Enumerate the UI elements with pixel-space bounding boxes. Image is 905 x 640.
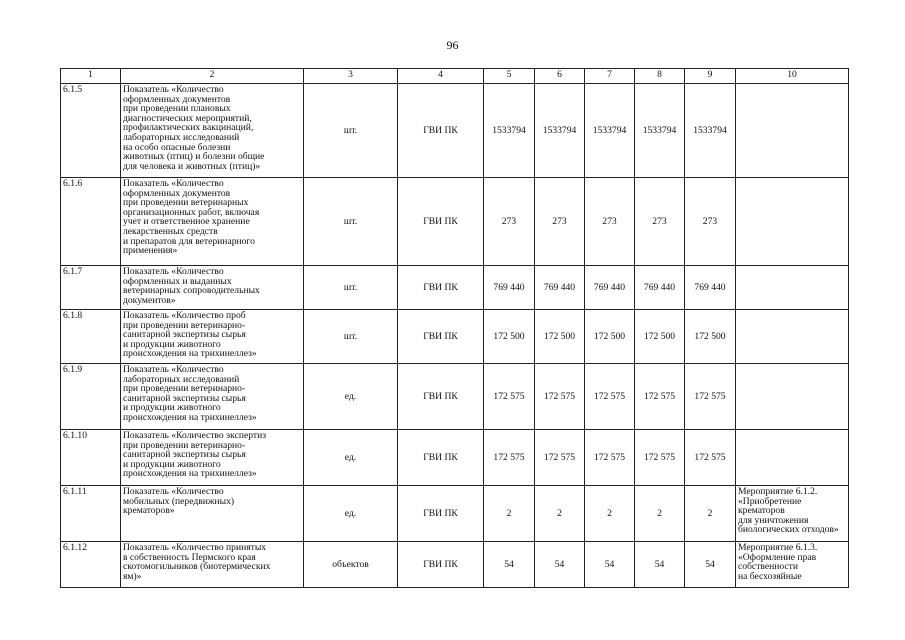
row-index: 6.1.11 (61, 486, 121, 542)
value-cell: 172 575 (535, 364, 585, 430)
value-cell: 1533794 (635, 84, 685, 178)
row-index: 6.1.12 (61, 542, 121, 588)
indicator-text: Показатель «Количество проб при проведении ветеринарно- санитарной экспертизы сырья и продукции животного происхождения на трихинеллез» (121, 310, 304, 364)
responsible-cell: ГВИ ПК (398, 486, 484, 542)
table-row (61, 266, 849, 310)
table-row (61, 178, 849, 266)
responsible-cell: ГВИ ПК (398, 364, 484, 430)
value-cell: 172 575 (535, 430, 585, 486)
note-cell (736, 84, 849, 178)
value-cell: 172 500 (635, 310, 685, 364)
value-cell: 1533794 (484, 84, 535, 178)
header-cell: 3 (304, 69, 398, 84)
row-index: 6.1.9 (61, 364, 121, 430)
value-cell: 273 (685, 178, 736, 266)
value-cell: 2 (635, 486, 685, 542)
value-cell: 172 575 (635, 430, 685, 486)
header-cell: 5 (484, 69, 535, 84)
responsible-cell: ГВИ ПК (398, 266, 484, 310)
row-index: 6.1.7 (61, 266, 121, 310)
table-row (61, 84, 849, 178)
value-cell: 172 500 (484, 310, 535, 364)
unit-cell: ед. (304, 364, 398, 430)
table-row (61, 364, 849, 430)
value-cell: 172 575 (585, 364, 635, 430)
value-cell: 769 440 (585, 266, 635, 310)
table-row (61, 430, 849, 486)
value-cell: 769 440 (635, 266, 685, 310)
value-cell: 273 (635, 178, 685, 266)
note-cell (736, 310, 849, 364)
responsible-cell: ГВИ ПК (398, 542, 484, 588)
indicator-text: Показатель «Количество оформленных и выданных ветеринарных сопроводительных документов» (121, 266, 304, 310)
value-cell: 172 575 (685, 430, 736, 486)
value-cell: 172 575 (585, 430, 635, 486)
value-cell: 769 440 (685, 266, 736, 310)
value-cell: 1533794 (585, 84, 635, 178)
value-cell: 172 500 (535, 310, 585, 364)
unit-cell: объектов (304, 542, 398, 588)
unit-cell: шт. (304, 310, 398, 364)
value-cell: 54 (685, 542, 736, 588)
responsible-cell: ГВИ ПК (398, 310, 484, 364)
indicator-text: Показатель «Количество мобильных (передвижных) крематоров» (121, 486, 304, 542)
value-cell: 2 (685, 486, 736, 542)
header-row (61, 69, 849, 84)
unit-cell: ед. (304, 486, 398, 542)
unit-cell: шт. (304, 84, 398, 178)
value-cell: 54 (535, 542, 585, 588)
header-cell: 9 (685, 69, 736, 84)
note-cell: Мероприятие 6.1.2. «Приобретение крематоров для уничтожения биологических отходов» (736, 486, 849, 542)
header-cell: 10 (736, 69, 849, 84)
responsible-cell: ГВИ ПК (398, 178, 484, 266)
value-cell: 172 500 (585, 310, 635, 364)
header-cell: 1 (61, 69, 121, 84)
table-row (61, 542, 849, 588)
value-cell: 2 (484, 486, 535, 542)
indicator-text: Показатель «Количество оформленных документов при проведении плановых диагностических мероприятий, профилактических вакцинаций, лабораторных исследований на особо опасные болезни животных (птиц) и болезни общие для человека и животных (птиц)» (121, 84, 304, 178)
indicator-text: Показатель «Количество лабораторных исследований при проведении ветеринарно- санитарной экспертизы сырья и продукции животного происхождения на трихинеллез» (121, 364, 304, 430)
value-cell: 1533794 (685, 84, 736, 178)
value-cell: 1533794 (535, 84, 585, 178)
value-cell: 172 575 (635, 364, 685, 430)
note-cell: Мероприятие 6.1.3. «Оформление прав собственности на бесхозяйные (736, 542, 849, 588)
value-cell: 769 440 (484, 266, 535, 310)
value-cell: 273 (585, 178, 635, 266)
table-row (61, 310, 849, 364)
unit-cell: ед. (304, 430, 398, 486)
header-cell: 2 (121, 69, 304, 84)
indicator-text: Показатель «Количество экспертиз при проведении ветеринарно- санитарной экспертизы сырья и продукции животного происхождения на трихинеллез» (121, 430, 304, 486)
indicator-text: Показатель «Количество принятых в собственность Пермского края скотомогильников (биотермических ям)» (121, 542, 304, 588)
indicators-table (60, 68, 849, 588)
value-cell: 172 500 (685, 310, 736, 364)
value-cell: 273 (535, 178, 585, 266)
note-cell (736, 266, 849, 310)
value-cell: 54 (635, 542, 685, 588)
indicator-text: Показатель «Количество оформленных документов при проведении ветеринарных организационных работ, включая учет и ответственное хранение лекарственных средств и препаратов для ветеринарного применения» (121, 178, 304, 266)
unit-cell: шт. (304, 266, 398, 310)
value-cell: 273 (484, 178, 535, 266)
row-index: 6.1.10 (61, 430, 121, 486)
page-number: 96 (446, 38, 459, 52)
value-cell: 172 575 (484, 364, 535, 430)
note-cell (736, 430, 849, 486)
header-cell: 7 (585, 69, 635, 84)
value-cell: 2 (585, 486, 635, 542)
value-cell: 172 575 (484, 430, 535, 486)
header-cell: 4 (398, 69, 484, 84)
note-cell (736, 178, 849, 266)
table-row (61, 486, 849, 542)
note-cell (736, 364, 849, 430)
unit-cell: шт. (304, 178, 398, 266)
row-index: 6.1.5 (61, 84, 121, 178)
header-cell: 6 (535, 69, 585, 84)
row-index: 6.1.8 (61, 310, 121, 364)
header-cell: 8 (635, 69, 685, 84)
value-cell: 2 (535, 486, 585, 542)
value-cell: 769 440 (535, 266, 585, 310)
responsible-cell: ГВИ ПК (398, 84, 484, 178)
value-cell: 172 575 (685, 364, 736, 430)
value-cell: 54 (585, 542, 635, 588)
responsible-cell: ГВИ ПК (398, 430, 484, 486)
value-cell: 54 (484, 542, 535, 588)
row-index: 6.1.6 (61, 178, 121, 266)
